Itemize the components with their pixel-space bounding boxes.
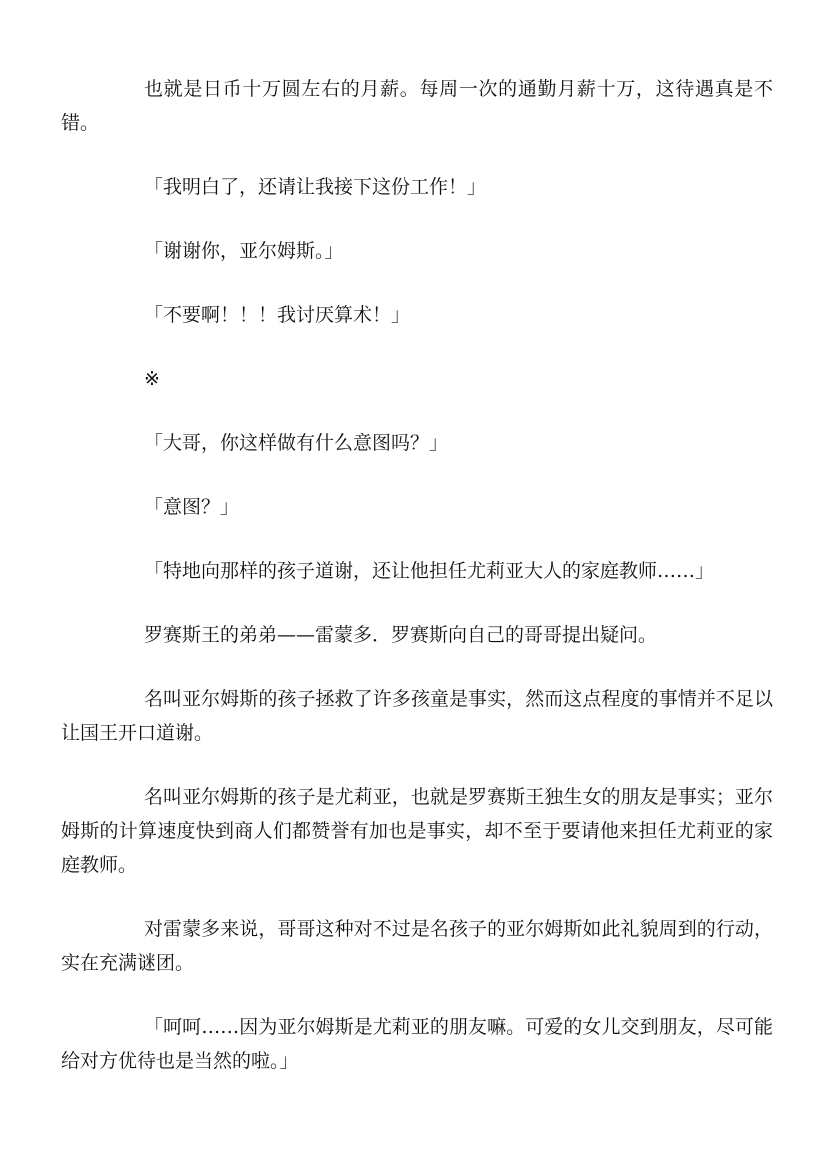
paragraph-mystery: 对雷蒙多来说，哥哥这种对不过是名孩子的亚尔姆斯如此礼貌周到的行动，实在充满谜团。 — [61, 918, 773, 974]
scene-break-mark: ※ — [144, 368, 160, 390]
dialogue-hate-math: 「不要啊！！！我讨厌算术！」 — [144, 304, 411, 326]
dialogue-intention-question: 「大哥，你这样做有什么意图吗？」 — [144, 432, 449, 454]
dialogue-tutor: 「特地向那样的孩子道谢，还让他担任尤莉亚大人的家庭教师……」 — [144, 560, 715, 582]
dialogue-intention: 「意图？」 — [144, 496, 240, 518]
paragraph-friend-of-julia: 名叫亚尔姆斯的孩子是尤莉亚，也就是罗赛斯王独生女的朋友是事实；亚尔姆斯的计算速度快到商人们都赞誉有加也是事实，却不至于要请他来担任尤莉亚的家庭教师。 — [61, 786, 773, 876]
novel-text-body — [61, 72, 773, 1078]
paragraph-salary: 也就是日币十万圆左右的月薪。每周一次的通勤月薪十万，这待遇真是不错。 — [61, 78, 773, 134]
paragraph-saved-children: 名叫亚尔姆斯的孩子拯救了许多孩童是事实，然而这点程度的事情并不足以让国王开口道谢。 — [61, 688, 773, 744]
dialogue-king-answer: 「呵呵……因为亚尔姆斯是尤莉亚的朋友嘛。可爱的女儿交到朋友，尽可能给对方优待也是当然的啦。」 — [61, 1016, 773, 1072]
paragraph-raimundo-question: 罗赛斯王的弟弟——雷蒙多．罗赛斯向自己的哥哥提出疑问。 — [144, 624, 658, 646]
dialogue-thanks: 「谢谢你，亚尔姆斯。」 — [144, 240, 344, 262]
dialogue-accept-job: 「我明白了，还请让我接下这份工作！」 — [144, 176, 487, 198]
